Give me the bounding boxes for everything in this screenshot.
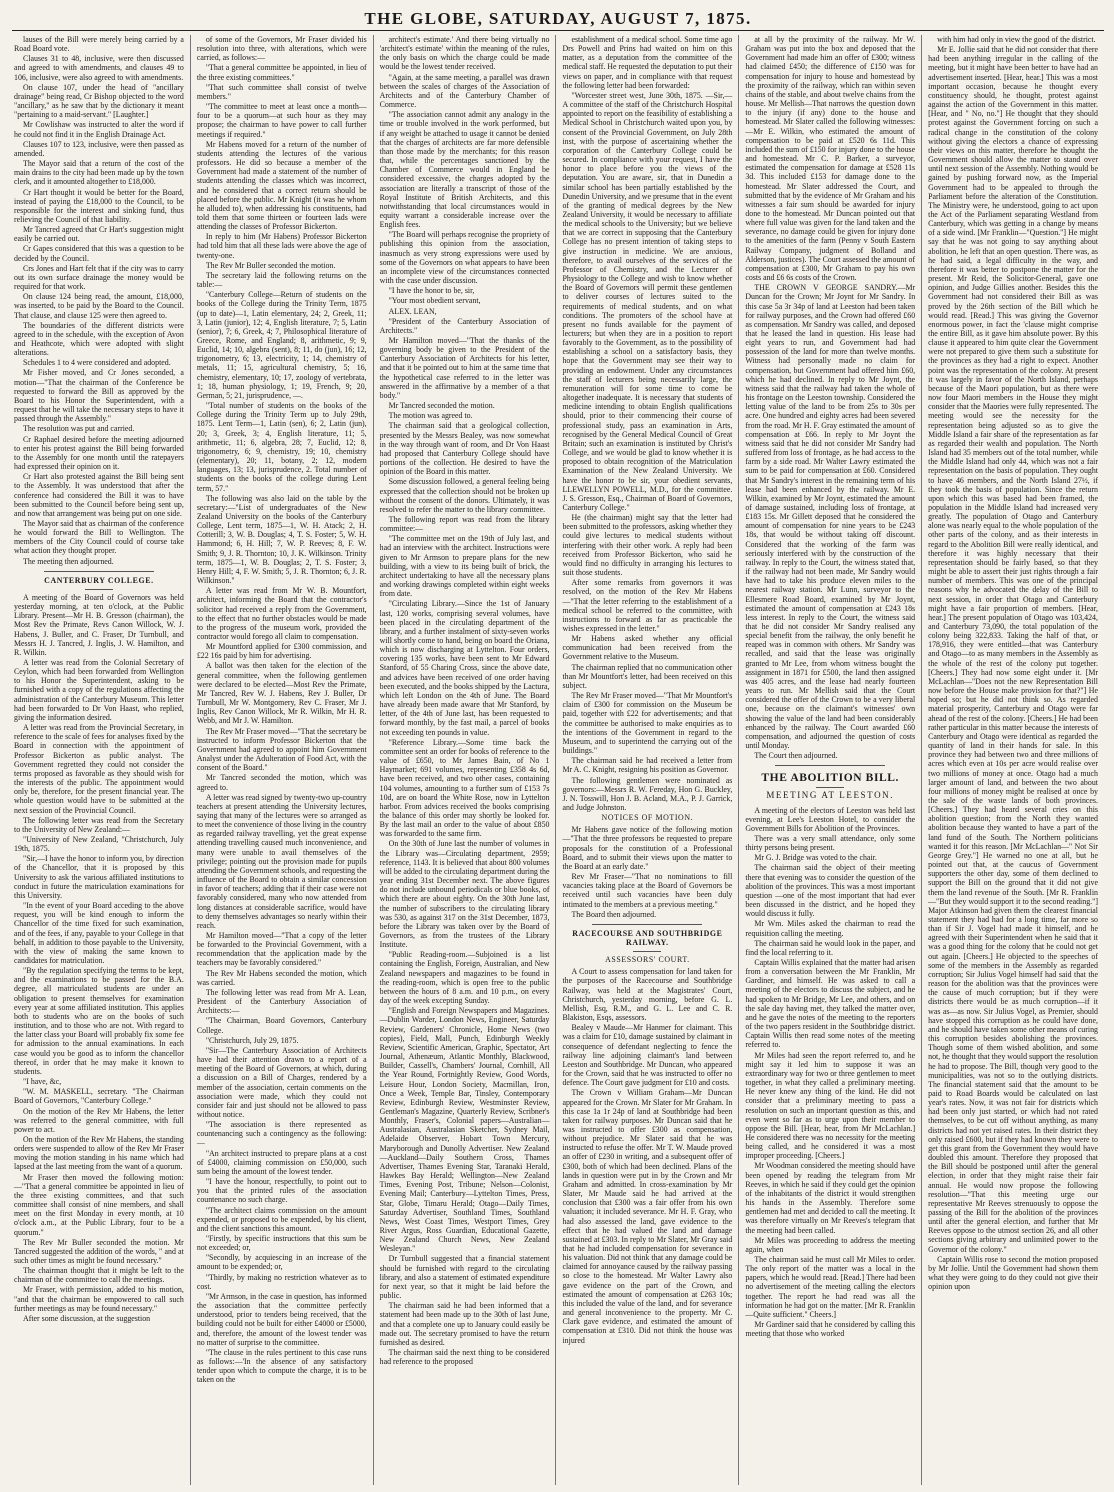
paragraph: "In the event of your Board acceding to the above request, you will be kind enough to inform the Chancellor of the time fixed for such examination, and of the fees, if any, payable to your College in that behalf, in addition to those payable to the University, with the view of making the same known to candidates for matriculation. (14, 901, 184, 965)
paragraph: "The architect claims commission on the amount expended, or proposed to be expended, by his client, and the client sanctions this amount. (196, 1205, 367, 1233)
paragraph: "Public Reading-room.—Subjoined is a list containing the English, Foreign, Australian, and New Zealand newspapers and magazines to be found in the reading-room, which is open free to the public between the hours of 8 a.m. and 10 p.m., on every day of the week excepting Sunday. (379, 950, 550, 1006)
column-4 (555, 35, 738, 1485)
divider (592, 924, 702, 925)
paragraph: In reply to him (Mr Habens) Professor Bickerton had told him that all these lads were above the age of twenty-one. (196, 232, 367, 260)
paragraph: "The clause in the rules pertinent to this case runs as follows:—'In the absence of any satisfactory tender upon which to compute the charge, it is to be taken on the (196, 1347, 367, 1385)
paragraph: of some of the Governors, Mr Fraser divided his resolution into three, with alterations, which were carried, as follows:— (196, 35, 367, 63)
paragraph: The chairman replied that no communication other than Mr Mountfort's letter, had been received on this subject. (562, 662, 733, 690)
paragraph: "University of New Zealand, "Christchurch, July 19th, 1875. (14, 834, 184, 854)
paragraph: Captain Willis explained that the matter had arisen from a conversation between the Mr Franklin, Mr Gardiner, and himself. He was asked to call a meeting of the electors to discuss the subject, and he had spoken to Mr Bridge, Mr Lee, and others, and on the sale day having met, they talked the matter over, and he gave the notes of the meeting to the reporters of the two papers resident in the Southbridge district. Captain Willis then read some notes of the meeting referred to. (745, 958, 916, 1050)
paragraph: The Rev Mr Buller seconded the motion. (205, 260, 336, 270)
article-heading: THE ABOLITION BILL. (761, 772, 900, 785)
paragraph: "Canterbury College—Return of students on the books of the College during the Trinity Term, 1875 (up to date)—1, Latin elementary, 24; 2, Greek, 11; 3, Latin (junior), 12; 4, English literature, 7; 5, Latin (senior), 7; 6, Greek, 4; 7, Philosophical literature of Greece, Rome, and England; 8, arithmetic, 9; 9, Euclid, 14; 10, algebra (sent), 8; 11, do (jun), 16; 12, trigonometry, 6; 13, electricity, 1; 14, chemistry of metals, 11; 15, agricultural chemistry, 5; 16, chemistry, elementary, 10; 17, zoology of vertebrata, 1; 18, human physiology, 1; 19, French, 9; 20, German, 5; 21, jurisprudence, —. (196, 290, 367, 400)
paragraph: A Court to assess compensation for land taken for the purposes of the Racecourse and Southbridge Railway, was held at the Magistrates' Court, Christchurch, yesterday morning, before G. L. Mellish, Esq, R.M., and G. L. Lee and C. R. Blakiston, Esqs, assessors. (562, 967, 733, 1023)
paragraph: Mr Habens asked whether any official communication had been received from the Government relative to the Museum. (562, 634, 733, 662)
paragraph: "The committee met on the 19th of July last, and had an interview with the architect. Instructions were given to Mr Armson to prepare plans for the new building, with a view to its being built of brick, the architect undertaking to have all the necessary plans and working drawings completed within eight weeks from date. (379, 534, 550, 599)
divider (633, 951, 661, 952)
paragraph: The chairman said he must call Mr Miles to order. The only report of the matter was a local in the papers, which he would read. [Read.] There had been no advertisement of the meeting calling the electors together. The report he had read was all the information he had got on the matter. [Mr R. Franklin—Quite sufficient." Cheers.] (745, 1255, 916, 1319)
paragraph: The following report was read from the library committee:— (379, 514, 550, 534)
paragraph: "That such committee shall consist of twelve members." (196, 82, 367, 101)
paragraph: "Reference Library.—Some time back the committee sent an order for books of reference to the value of £650, to Mr James Bain, of No 1 Haymarket; 691 volumes, representing £358 4s 6d, have been received, and two other cases, containing 104 volumes, amounting to a further sum of £153 7s 10d, are on board the White Rose, now in Lyttelton harbor. From advices received the books comprising the balance of this order may shortly be looked for. By the last mail an order to the value of about £850 was forwarded to the same firm. (379, 737, 550, 839)
paragraph: A letter was read from the Provincial Secretary, in reference to the scale of fees for analyses fixed by the Board in connection with the appointment of Professor Bickerton as public analyst. The Government regretted they could not consider the terms proposed as favorable as they should wish for the interests of the public. The appointment would only be, therefore, for the present financial year. The whole question would have to be submitted at the next session of the Provincial Council. (14, 723, 184, 815)
paragraph: After some discussion, at the suggestion (23, 1313, 151, 1323)
paragraph: establishment of a medical school. Some time ago Drs Powell and Prins had waited on him on this matter, as a deputation from the committee of the medical staff. He requested the deputation to put their views on paper, and in compliance with that request the following letter had been forwarded: (562, 35, 733, 90)
paragraph: Mr Cowlishaw was instructed to alter the word if he could not find it in the English Drainage Act. (14, 120, 184, 139)
paragraph: Rev Mr Fraser—"That no nominations to fill vacancies taking place at the Board of Governors be received until such vacancies have been duly intimated to the members at a previous meeting." (562, 872, 733, 909)
paragraph: A meeting of the electors of Leeston was held last evening, at Lee's Leeston Hotel, to consider the Government Bills for Abolition of the Provinces. (745, 805, 916, 833)
masthead: THE GLOBE, SATURDAY, AUGUST 7, 1875. (12, 8, 1104, 31)
paragraph: The Rev Mr Fraser moved—"That Mr Mountfort's claim of £300 for commission on the Museum be paid, together with £22 for advertisements; and that the committee be authorised to make enquiries as to the intentions of the Government in regard to the Museum, and to superintend the carrying out of the buildings." (562, 691, 733, 756)
paragraph: "The Board will perhaps recognise the propriety of publishing this opinion from the association, inasmuch as very strong expressions were used by some of the Governors on what appears to have been an incomplete view of the circumstances connected with the case under discussion. (379, 230, 550, 286)
column-2 (190, 35, 373, 1485)
paragraph: "Again, at the same meeting, a parallel was drawn between the scales of charges of the Association of Architects and of the Canterbury Chamber of Commerce. (379, 72, 550, 110)
paragraph: Cr Hart thought it would be better for the Board, instead of paying the £18,000 to the Council, to be responsible for the interest and sinking fund, thus relieving the Council of that liability. (14, 187, 184, 224)
paragraph: A letter was read signed by twenty-two up-country teachers at present attending the University lectures, saying that many of the lectures were so arranged as to meet the convenience of those living in the country as regarded railway travelling, yet the great expense attending travelling caused much inconvenience, and many were unable to avail themselves of the privilege; pointing out the provision made for pupils attending the Government schools, and requesting the influence of the Board to obtain a similar concession in favor of teachers; adding that if their case were not favorably considered, many who now attended from long distances at considerable sacrifice, would have to deny themselves advantages so nearly within their reach. (196, 792, 367, 930)
paragraph: On the motion of the Rev Mr Habens, the standing orders were suspended to allow of the Rev Mr Fraser moving the motion standing in his name which had lapsed at the last meeting from the want of a quorum. (14, 1134, 184, 1172)
paragraph: "Mr Armson, in the case in question, has informed the association that the committee perfectly understood, prior to tenders being received, that the building could not be built for either £4000 or £5000, and, therefore, the amount of the lowest tender was no matter of surprise to the committee. (196, 1291, 367, 1347)
paragraph: Mr Fraser then moved the following motion:—"That a general committee be appointed in lieu of the three existing committees, and that such committee shall consist of nine members, and shall meet on the first Monday in every month, at 10 o'clock a.m., at the Public Library, four to be a quorum." (14, 1172, 184, 1237)
paragraph: Cr Raphael desired before the meeting adjourned to enter his protest against the Bill being forwarded to the Assembly for one month until the ratepayers had expressed their opinion on it. (14, 434, 184, 472)
paragraph: Mr Habens gave notice of the following motion—"That the three professors be requested to prepare proposals for the constitution of a Professional Board, and to submit their views upon the matter to the Board at an early date." (562, 825, 733, 871)
paragraph: The following was also laid on the table by the secretary:—"List of undergraduates of the New Zealand University on the books of the Canterbury College, Lent term, 1875—1, W. H. Atack; 2, H. Cotterill; 3, W. B. Douglas; 4, T. S. Foster; 5, W. H. Hammond; 6, H. Hill; 7, W. P. Reeves; 8, F. W. Smith; 9, J. R. Thornton; 10, J. K. Wilkinson. Trinity term, 1875—1, W. B. Douglas; 2, T. S. Foster; 3, Henry Hill; 4, F. W. Smith; 5, J. R. Thornton; 6, J. R. Wilkinson." (196, 493, 367, 586)
paragraph: The secretary laid the following returns on the table:— (196, 270, 367, 290)
paragraph: A meeting of the Board of Governors was held yesterday morning, at ten o'clock, at the Public Library. Present—Mr H. B. Gresson (chairman), the Most Rev the Primate, Revs Canon Willock, W. J. Habens, J. Buller, and C. Fraser, Dr Turnbull, and Messrs H. J. Tancred, J. Inglis, J. W. Hamilton, and R. Wilkin. (14, 592, 184, 657)
paragraph: "English and Foreign Newspapers and Magazines.—Dublin Warder, London News, Engineer, Saturday Review, Gardeners' Chronicle, Home News (two copies), Field, Mall, Punch, Edinburgh Weekly Review, Scientific American, Graphic, Spectator, Art Journal, Athenæum, Atlantic Monthly, Blackwood, Builder, Cassell's, Chambers' Journal, Cornhill, All the Year Round, Fortnightly Review, Good Words, Leisure Hour, London Society, Macmillan, Iron, Once a Week, Temple Bar, Tinsley, Contemporary Review, Edinburgh Review, Westminster Review, Gentleman's Magazine, Quarterly Review, Scribner's Monthly, Fraser's, Colonial papers—Australian—Australasian, Australasian Sketcher, Sydney Mail, Adelaide Observer, Hobart Town Mercury, Maryborough and Dunolly Advertiser. New Zealand—Auckland—Daily Southern Cross, Thames Advertiser, Thames Evening Star, Taranaki Herald, Hawkes Bay Herald; Wellington—New Zealand Times, Evening Post, Tribune; Nelson—Colonist, Evening Mail; Canterbury—Lyttelton Times, Press, Star, Globe, Timaru Herald; Otago—Daily Times, Saturday Advertiser, Southland Times, Southland News, West Coast Times, Westport Times, Grey River Argus, Ross Guardian, Educational Gazette, New Zealand Church News, New Zealand Wesleyan." (379, 1006, 550, 1254)
paragraph: The chairman thought that it might be left to the chairman of the committee to call the meetings. (14, 1266, 184, 1285)
column-5 (738, 35, 921, 1485)
paragraph: Bealey v Maude—Mr Hanmer for claimant. This was a claim for £10, damage sustained by claimant in consequence of defendant neglecting to fence the railway line adjoining claimant's land between Leeston and Southbridge. Mr Duncan, who appeared for the Crown, said that he was instructed to offer no defence. The Court gave judgment for £10 and costs. (562, 1023, 733, 1088)
divider (775, 765, 885, 766)
paragraph: "The Chairman, Board Governors, Canterbury College. (196, 1016, 367, 1035)
section-subheading: ASSESSORS' COURT. (605, 955, 690, 965)
paragraph: Mr Fraser, with permission, added to his motion, "and that the chairman be empowered to call such further meetings as may be found necessary." (14, 1285, 184, 1313)
paragraph: "That a general committee be appointed, in lieu of the three existing committees." (196, 63, 367, 82)
paragraph: "Thirdly, by making no restriction whatever as to cost. (196, 1272, 367, 1291)
paragraph: The following letter was read from Mr A. Lean, President of the Canterbury Association of Architects:— (196, 987, 367, 1016)
column-6 (921, 35, 1104, 1485)
divider (44, 571, 154, 572)
paragraph: The Court then adjourned. (754, 751, 838, 761)
paragraph: Crs Jones and Hart felt that if the city was to carry out its own surface drainage the money would be required for that work. (14, 263, 184, 292)
paragraph: The Mayor said that as chairman of the conference he would forward the Bill to Wellington. The members of the City Council could of course take what action they thought proper. (14, 518, 184, 556)
paragraph: A letter was read from Mr W. B. Mountfort, architect, informing the Board that the contractor's solicitor had received a reply from the Government, to the effect that no further obstacles would be made to the progress of the museum work, provided the contractor would forego all claim to compensation. (196, 586, 367, 641)
paragraph: "An architect instructed to prepare plans at a cost of £4000, claiming commission on £50,000, such sum being the amount of the lowest tender. (196, 1148, 367, 1176)
paragraph: The chairman said he had been informed that a statement had been made up to the 30th of last June, and that a complete one up to January could easily be made out. The secretary promised to have the return furnished as desired. (379, 1301, 550, 1347)
section-subheading: MEETING AT LEESTON. (766, 790, 895, 801)
paragraph: On clause 124 being read, the amount, £18,000, was inserted, to be paid by the Board to the Council. That clause, and clause 125 were then agreed to. (14, 292, 184, 320)
paragraph: The Rev Mr Buller seconded the motion. Mr Tancred suggested the addition of the words, " and at such other times as might be found necessary." (14, 1237, 184, 1265)
paragraph: Mr Woodman considered the meeting should have been opened by reading the telegram from Mr Reeves, in which he said if they could get the opinion of the inhabitants of the district it would strengthen his hands in the Assembly. Therefore some gentlemen had met and decided to call the meeting. It was therefore virtually on Mr Reeves's telegram that the meeting had been called. (745, 1161, 916, 1235)
paragraph: Mr Hamilton moved—"That a copy of the letter be forwarded to the Provincial Government, with a recommendation that the application made by the teachers may be favorably considered." (196, 931, 367, 968)
paragraph: THE CROWN V GEORGE SANDRY.—Mr Duncan for the Crown; Mr Joynt for Mr Sandry. In this case 5a 3r 34p of land at Leeston had been taken for railway purposes, and the Crown had offered £60 as compensation. Mr Sandry was called, and deposed that he leased the land in question. His lease had eight years to run, and Government had had possession of the land for more than twelve months. Witness had personally made no claim for compensation, but Government had offered him £60, which he had declined. In reply to Mr Joynt, the witness said that the railway had taken the whole of his frontage on the Leeston township. Considered the letting value of the land to be from 25s to 30s per acre. One hundred and eighty acres had been severed from the road. Mr H. F. Gray estimated the amount of compensation at £66. In reply to Mr Joynt the witness said that he did not consider Mr Sandry had suffered from loss of frontage, as he had access to the farm by a side road. Mr Walter Lawry estimated the sum to be paid for compensation at £60. Considered that Mr Sandry's interest in the remaining term of his lease had been enhanced by the railway. Mr E. Wilkin, examined by Mr Joynt, estimated the amount of damage sustained, including loss of frontage, at £183 15s. Mr Gillett deposed that he considered the amount of compensation for nine years to be £243 18s, that would be without taking off discount. Considered that the working of the farm was seriously interfered with by the construction of the railway. In reply to the Court, the witness stated that, if the railway had not been made, Mr Sandry would have had to take his produce eleven miles to the nearest railway station. Mr Lunn, surveyor to the Ellesmere Road Board, examined by Mr Joynt, estimated the amount of compensation at £243 18s less interest. In reply to the Court, the witness said that he did not consider Mr Sandry realised any special benefit from the railway, the only benefit he reaped was in common with others. Mr Sandry was recalled, and said that the lease was originally granted to Mr Lee, from whom witness bought the assignment in 1871 for £500, the land then assigned was 405 acres, and the lease had nearly fourteen years to run. Mr Mellish said that the Court considered the offer of the Crown to be a very liberal one, because on the claimant's witnesses' own showing the value of the land had been considerably enhanced by the railway. The Court awarded £60 compensation, and adjourned the question of costs until Monday. (745, 283, 916, 751)
paragraph: Mr Hamilton moved—"That the thanks of the governing body be given to the President of the Canterbury Association of Architects for his letter, and that it be pointed out to him at the same time that the hypothetical case referred to in the letter was answered in the affirmative by a member of a that body." (379, 336, 550, 400)
paragraph: "Worcester street west, June 30th, 1875. —Sir,—A committee of the staff of the Christchurch Hospital appointed to report on the feasibility of establishing a Medical School in Christchurch waited upon you, by consent of the Provincial Government, on July 28th inst, with the purpose of ascertaining whether the corporation of the Canterbury College could be secured. In compliance with your request, I have the honor to place before you the views of the deputation. You are aware, sir, that in Dunedin a similar school has been partially established by the Dunedin University, and we presume that in the event of the granting of medical degrees by the New Zealand University, it would be necessary to affiliate the medical schools to the University; but we believe that we are correct in supposing that the Canterbury College has no present intention of taking steps to give instruction in medicine. We are anxious, therefore, to avail ourselves of the services of the Professor of Chemistry, and the Lecturer of Physiology to the College and wish to know whether the Board of Governors will permit these gentlemen to deliver courses of lectures suited to the requirements of medical students, and on what conditions. The promoters of the school have at present no funds available for the payment of lecturers; but when they are in a position to report favorably to the Government, as to the possibility of establishing a school on a satisfactory basis, they hope that the Government may see their way to providing an endowment. Under any circumstances the staff of lecturers being necessarily large, the remuneration will for some time to come be altogether inadequate. It is necessary that students of medicine intending to obtain English qualifications should, prior to their commencing their course of professional study, pass an examination in Arts, recognised by the General Medical Council of Great Britain; such an examination is instituted by Christ's College, and we would be glad to know whether it is proposed to obtain recognition of the Matriculation Examination of the New Zealand University. We have the honor to be sir, your obedient servants, LLEWELLYN POWELL, M.D., for the committee. J. S. Gresson, Esq., Chairman of Board of Governors, Canterbury College." (562, 90, 733, 512)
paragraph: Captain Willis rose to second the motion proposed by Mr Jollie. Until the Government had shown them what they were going to do they could not give their opinion upon (928, 1254, 1098, 1292)
paragraph: "W. M. MASKELL, secretary. "The Chairman Board of Governors, "Canterbury College." (14, 1087, 184, 1106)
paragraph: Mr Tancred seconded the motion. (388, 401, 495, 411)
paragraph: "I have, &c, (23, 1077, 62, 1087)
paragraph: "Your most obedient servant, (388, 296, 481, 306)
paragraph: Dr Turnbull suggested that a financial statement should be furnished with regard to the circulating library, and also a statement of estimated expenditure for next year, so that it might be laid before the public. (379, 1254, 550, 1301)
paragraph: Cr Gapes considered that this was a question to be decided by the Council. (14, 244, 184, 263)
paragraph: "I have the honour, respectfully, to point out to you that the printed rules of the association countenance no such charge. (196, 1177, 367, 1205)
paragraph: On the 30th of June last the number of volumes in the Library was—Circulating department, 2959; reference, 1143. It is believed that about 800 volumes will be added to the circulating department during the year ending 31st December next. The above figures do not include unbound periodicals or blue books, of which there are about eighty. On the 30th June last, the number of subscribers to the circulating library was 530, as against 317 on the 31st December, 1873, before the Library was taken over by the Board of Governors, as from the trustees of the Library Institute. (379, 839, 550, 950)
paragraph: A ballot was then taken for the election of the general committee, when the following gentlemen were declared to be elected—Most Rev the Primate, Mr Tancred, Rev W. J. Habens, Rev J. Buller, Dr Turnbull, Mr W. Montgomery, Rev C. Fraser, Mr J. Inglis, Rev Canon Willock, Mr R. Wilkin, Mr H. R. Webb, and Mr J. W. Hamilton. (196, 661, 367, 726)
paragraph: Mr Tancred agreed that Cr Hart's suggestion might easily be carried out. (14, 225, 184, 244)
paragraph: Mr Fisher moved, and Cr Jones seconded, a motion—"That the chairman of the Conference be requested to forward the Bill as approved by the Board to his Honor the Superintendent, with a request that he will take the necessary steps to have it passed through the Assembly." (14, 368, 184, 424)
paragraph: The following letter was read from the Secretary to the University of New Zealand:— (14, 815, 184, 834)
paragraph: "Sir—The Canterbury Association of Architects have had their attention drawn to a report of a meeting of the Board of Governors, at which, during a discussion on a Bill of Charges, rendered by a member of the association, certain comments on the association were made, which they could not consider fair and just should not be allowed to pass without notice. (196, 1045, 367, 1119)
article-heading: RACECOURSE AND SOUTHBRIDGE RAILWAY. (572, 928, 723, 947)
paragraph: Clauses 107 to 123, inclusive, were then passed as amended. (14, 139, 184, 158)
paragraph: The chairman said the object of their meeting there that evening was to consider the question of the abolition of the provinces. This was a most important question —one of the most important that had ever been discussed in the district, and he hoped they would discuss it fully. (745, 863, 916, 919)
paragraph: architect's estimate.' And there being virtually no 'architect's estimate' within the meaning of the rules, the only basis on which the charge could be made would be the lowest tender received. (379, 35, 550, 72)
paragraph: There was a very small attendance, only some thirty persons being present. (745, 833, 916, 853)
paragraph: "Total number of students on the books of the College during the Trinity Term up to July 29th, 1875. Lent Term—1, Latin (sen), 6; 2, Latin (jun), 20; 3, Greek, 3; 4, English literature, 11; 5, arithmetic, 11; 6, algebra, 28; 7, Euclid, 12; 8, trigonometry, 6; 9, chemistry, 19; 10, chemistry (elementary), 20; 11, botany, 2; 12, modern languages, 13; 13, jurisprudence, 2. Total number of students on the books of the college during Lent term, 57." (196, 401, 367, 493)
paragraph: The Rev Mr Habens seconded the motion, which was carried. (196, 968, 367, 987)
paragraph: The chairman said he had received a letter from Mr A. C. Knight, resigning his position as Governor. (562, 756, 733, 775)
paragraph: "Firstly, by specific instructions that this sum be not exceeded; or, (196, 1234, 367, 1253)
paragraph: "Secondly, by acquiescing in an increase of the amount to be expended; or, (196, 1253, 367, 1272)
paragraph: with him had only in view the good of the district. (937, 35, 1096, 44)
paragraph: After some remarks from governors it was resolved, on the motion of the Rev Mr Habens—"That the letter referring to the establishment of a medical school be referred to the committee, with instructions to forward as far as practicable the wishes expressed in the letter." (562, 578, 733, 633)
paragraph: Cr Hart also protested against the Bill being sent to the Assembly. It was understood that after the conference had considered the Bill it was to have been submitted to the Council before being sent up, and now that arrangement was being put on one side. (14, 472, 184, 518)
paragraph: He (the chairman) might say that the letter had been submitted to the professors, asking whether they could give lectures to medical students without interfering with their other work. A reply had been received from Professor Bickerton, who said he would find no difficulty in arranging his lectures to suit those students. (562, 513, 733, 578)
paragraph: The Crown v William Graham—Mr Duncan appeared for the Crown. Mr Slater for Mr Graham. In this case 1a 1r 24p of land at Southbridge had been taken for railway purposes. Mr Duncan said that he was instructed to offer £300 as compensation, without prejudice. Mr Slater said that he was instructed to refuse the offer. Mr T. W. Maude proved an offer of £230 in writing, and a subsequent offer of £300, both of which had been declined. Plans of the lands in question were put in by the Crown and Mr Graham and admitted. In cross-examination by Mr Slater, Mr Maude said he had arrived at the conclusion that £300 was a fair offer from his own valuation; it included severance. Mr H. F. Gray, who had also assessed the land, gave evidence to the effect that he had valued the land and damage sustained at £303. In reply to Mr Slater, Mr Gray said that he had included compensation for severance in his valuation. Did not think that any damage could be claimed for annoyance caused by the railway passing so close to the homestead. Mr Walter Lawry also gave evidence on the part of the Crown, and estimated the amount of compensation at £263 10s; this included the value of the land, and for severance and general inconvenience to the property. Mr C. Clark gave evidence, and estimated the amount of compensation at £310. Did not think the house was injured (562, 1088, 733, 1345)
paragraph: "The association cannot admit any analogy in the time or trouble involved in the work performed, but if any weight be attached to usage it cannot be denied that the charges of architects are far more defensible than those made by the merchants; for this reason that, while the percentages sanctioned by the Chamber of Commerce would in England be considered excessive, the charges adopted by the association are literally a transcript of those of the Royal Institute of British Architects, and this notwithstanding that local circumstances would in equity warrant a considerable increase over the English fees. (379, 110, 550, 230)
paragraph: lauses of the Bill were merely being carried by a Road Board vote. (14, 35, 184, 54)
paragraph: Mr Miles was proceeding to address the meeting again, when (745, 1235, 916, 1254)
paragraph: The chairman said the next thing to be considered had reference to the proposed (379, 1348, 550, 1367)
paragraph: "Circulating Library.—Since the 1st of January last, 120 works, comprising several volumes, have been placed in the circulating department of the library, and a further instalment of sixty-seven works will shortly come to hand, being on board the Oriana, which is now discharging at Lyttelton. Four orders, covering 135 works, have been sent to Mr Edward Stanford, of 55 Charing Cross, since the above date, and advices have been received of one order having been executed, and the books shipped by the Lactura, which left London on the 4th of June. The Board have already been made aware that Mr Stanford, by letter, of the 4th of June last, has been requested to forward monthly, by the fast mail, a parcel of books not exceeding ten pounds in value. (379, 599, 550, 737)
paragraph: Some discussion followed, a general feeling being expressed that the collection should not be broken up without the consent of the donors. Ultimately, it was resolved to refer the matter to the library committee. (379, 477, 550, 514)
paragraph: A letter was read from the Colonial Secretary of Ceylon, which had been forwarded from Wellington to his Honor the Superintendent, asking to be furnished with a copy of the regulations affecting the administration of the Canterbury Museum. This letter had been forwarded to Dr Von Haast, who replied, giving the information desired. (14, 658, 184, 722)
divider (816, 787, 844, 788)
paragraph: Schedules 1 to 4 were considered and adopted. (23, 358, 171, 368)
paragraph: Mr Habens moved for a return of the number of students attending the lectures of the various professors. He did so because a member of the Government had made a statement of the number of students attending the classes which was incorrect, and he considered that a correct return should be placed before the public. Mr Knight (it was he whom he alluded to), when addressing his constituents, had told them that some thirteen or fourteen lads were attending the classes of Professor Bickerton. (196, 139, 367, 232)
paragraph: at all by the proximity of the railway. Mr W. Graham was put into the box and deposed that the Government had made him an offer of £300; witness had claimed £450; the difference of £150 was for compensation for injury to house and homestead by the proximity of the railway, which ran within seven chains of the stable, and about twelve chains from the house. Mr Mellish—That narrows the question down to the injury (if any) done to the house and homestead. Mr Slater called the following witnesses:—Mr E. Wilkin, who estimated the amount of compensation to be paid at £520 6s 11d. This included the sum of £150 for injury done to the house and homestead. Mr C. P. Barker, a surveyor, estimated the compensation for damage at £528 11s 3d. This included £153 for damage done to the homestead. Mr Slater addressed the Court, and submitted that by the evidence of Mr Graham and his witnesses a fair sum should be awarded for injury done to the homestead. Mr Duncan pointed out that where full value was given for the land taken and the severance, no damage could be given for injury done to the amenities of the farm (Penny v South Eastern Railway Company, judgment of Bolland and Alderson, justices). The Court assessed the amount of compensation at £300, Mr Graham to pay his own costs and £6 6s costs of the Crown. (745, 35, 916, 283)
paragraph: "President of the Canterbury Association of Architects." (379, 316, 550, 335)
paragraph: The Mayor said that a return of the cost of the main drains to the city had been made up by the town clerk, and it amounted altogether to £18,000. (14, 159, 184, 187)
paragraph: Mr G. J. Bridge was voted to the chair. (754, 853, 877, 863)
paragraph: On clause 107, under the head of "ancillary drainage" being read, Cr Bishop objected to the word "ancillary," as he saw that by the dictionary it meant "pertaining to a maid-servant." [Laughter.] (14, 82, 184, 120)
paragraph: The boundaries of the different districts were agreed to in the schedule, with the exception of Avon and Heathcote, which were adopted with slight alterations. (14, 320, 184, 358)
paragraph: ALEX. LEAN, (388, 306, 437, 316)
paragraph: "I have the honor to be, sir, (388, 286, 475, 296)
paragraph: The Board then adjourned. (571, 909, 657, 919)
paragraph: The chairman said he would look in the paper, and find the local referring to it. (745, 938, 916, 957)
section-subheading: NOTICES OF MOTION. (601, 813, 694, 823)
divider (85, 589, 113, 590)
column-3 (373, 35, 556, 1485)
article-heading: CANTERBURY COLLEGE. (44, 575, 154, 585)
paragraph: The following gentlemen were nominated as governors:—Messrs R. W. Fereday, Hon G. Buckley, J. N. Tosswill, Hon J. B. Acland, M.A., P. J. Garrick, and Judge Johnston. (562, 775, 733, 812)
paragraph: The motion was agreed to. (388, 411, 473, 421)
paragraph: On the motion of the Rev Mr Habens, the letter was referred to the general committee, with full power to act. (14, 1106, 184, 1134)
paragraph: The Rev Mr Fraser moved—"That the secretary be instructed to inform Professor Bickerton that the Government had agreed to appoint him Government Analyst under the Adulteration of Food Act, with the consent of the Board." (196, 726, 367, 773)
paragraph: Clauses 31 to 48, inclusive, were then discussed and agreed to with amendments, and clauses 49 to 106, inclusive, were also agreed to with amendments. (14, 54, 184, 82)
paragraph: Mr Wm. Miles asked the chairman to read the requisition calling the meeting. (745, 919, 916, 938)
paragraph: "Christchurch, July 29, 1875. (205, 1035, 299, 1045)
paragraph: "Sir,—I have the honor to inform you, by direction of the Chancellor, that it is proposed by this University to ask the various affiliated institutions to conduct in future the matriculation examinations for this University. (14, 854, 184, 900)
paragraph: "The association is there represented as countenancing such a contingency as the following:— (196, 1120, 367, 1148)
paragraph: Mr E. Jollie said that he did not consider that there had been anything irregular in the calling of the meeting, but it might have been better to have had an advertisement inserted. [Hear, hear.] This was a most important occasion, because he thought every constituency should, he thought, protest against against the action of the Government in this matter. [Hear, and " No, no."] He thought that they should protest against the Government forcing on such a radical change in the constitution of the colony without giving the electors a chance of expressing their views on this matter, therefore he thought the Government should allow the matter to stand over until next session of the Assembly. Nothing would be gained by pushing forward now, as the Imperial Government had to be appealed to through the Parliament before the alteration of the Constitution. The Ministry were, he understood, going to act upon the Act of the Parliament separating Westland from Canterbury, which was getting in a change by means of a side wind. [Mr Franklin—"Question."] He might say that he was not going to say anything about abolition, he left that an open question. There was, as he had said, a legal difficulty in the way, and therefore it was better to postpone the matter for the present. Mr Reid, the Solicitor-General, gave one opinion, and Judge Gillies another. Besides this the Government had not considered their Bill as was proved by the 26th section of the Bill which he would read. [Read.] This was giving the Governor enormous power, in fact the 'clause might comprise the entire Bill, as it gave him absolute power. By this clause it appeared to him quite clear the Government were not prepared to give them such a substitute for the provinces as they had a right to expect. Another point was the representation of the colony. At present it was largely in favor of the North Island, perhaps because of the Maori population, but as there were now four Maori members in the House they might consider that the Maories were fully represented. The meeting would see the necessity for the representation being adjusted so as to give the Middle Island a fair share of the representation as far as regarded their wealth and population. The North Island had 35 members out of the total number, while the Middle Island had only 44, which was not a fair representation on the basis of population. They ought to have 46 members, and the North Island 27½, if they took the basis of population. Since the return upon which this was based had been framed, the population in the Middle Island had increased very greatly. The population of Otago and Canterbury alone was nearly equal to the whole population of the other parts of the colony, and as their interests in regard to the Abolition Bill were really identical, and therefore it was highly necessary that their representation should be fairly based, so that they might be able to assert their just rights through a fair number of members. This was one of the principal reasons why he advocated the delay of the Bill to next session, in order that Otago and Canterbury might have a fair proportion of members. [Hear, hear.] The present population of Otago was 103,424, and Canterbury 73,090, the total population of the colony being 322,833. Taking the half of that, or 178,916, they were entitled—that was Canterbury and Otago—to as many members in the Assembly as the whole of the rest of the colony put together. [Cheers.] They had now some eight under it. [Mr McLachlan—"Does not the new Representation Bill now before the House make provision for that?"] He hoped so; but he did not think so. As regarded material prosperity, Canterbury and Otago were far ahead of the rest of the colony. [Cheers.] He had been rather particular in this matter because the interests of Canterbury and Otago were identical as regarded the quantity of land in their hands for sale. In this province they had between two and three millions of acres which even at 10s per acre would realise over two millions of money at once. Otago had a much larger amount of land, and between the two about four millions of money might be realised at once by the sale of the waste lands of both provinces. [Cheers.] They had heard several cries on this abolition question; from the North they wanted abolition because they wanted to have a part of the land fund of the South. The Northern politicians wanted it for this reason. [Mr McLachlan—" Not Sir George Grey."] He warned no one at all, but he pointed out that, at the caucus of Government supporters the other day, some of them declined to support the Bill on the ground that it did not give them the land revenue of the South. [Mr R. Franklin—"But they would support it to the second reading."] Major Atkinson had given them the clearest financial statement they had had for a long time, far more so than if Sir J. Vogel had made it himself, and he agreed with their Superintendent when he said that it was a good thing for the colony that he could not get out again. [Cheers.] He objected to the speeches of some of the members in the Assembly as regarded corruption; Sir Julius Vogel himself had said that the reason for the abolition was that the provinces were the cause of much corruption; but if they were districts there would be as much corruption—if it was as—as now. Sir Julius Vogel, as Premier, should have stopped this corruption as he could have done, and he should have taken some other means of curing this corruption besides abolishing the provinces. Though some of them wished abolition, and some not, he thought that they would support the resolution he had to propose. The Bill, though very good to the municipalities, was not so to the outlying districts. The financial statement said that the amount to be paid to Road Boards would be calculated on last year's rates. Now, it was not fair for districts which had been only just started, or which had not rated themselves, to be cut off without anything, as many districts had not yet raised rates. In their district they only raised £600, but if they had known they were to get this grant from the Government they would have doubled this amount. Therefore they proposed that the Bill should be postponed until after the general election, in order that they might raise their fair annual. He would now propose the following resolution—"That this meeting urge our representative Mr Reeves strenuously to oppose the passing of the Bill for the abolition of the provinces until after the general election, and further that Mr Reeves oppose to the utmost section 26, and all other sections giving arbitrary and unlimited power to the Governor of the colony." (928, 45, 1098, 1254)
paragraph: The resolution was put and carried. (23, 424, 135, 434)
paragraph: Mr Gardiner said that he considered by calling this meeting that those who worked (745, 1320, 916, 1339)
paragraph: The meeting then adjourned. (23, 556, 114, 566)
paragraph: Mr Mountford applied for £300 commission, and £22 16s paid by him for advertising. (196, 642, 367, 661)
paragraph: The chairman said that a geological collection, presented by the Messrs Bealey, was now somewhat in the way through want of room, and Dr Von Haast had proposed that Canterbury College should have portions of the collection. He desired to have the opinion of the Board in this matter. (379, 421, 550, 477)
paragraph: "The committee to meet at least once a month—four to be a quorum—at such hour as they may propose; the chairman to have power to call further meetings if required." (196, 102, 367, 139)
paragraph: Mr Tancred seconded the motion, which was agreed to. (196, 773, 367, 792)
paragraph: Mr Miles had seen the report referred to, and he might say it led him to suppose it was an extraordinary way for two or three gentlemen to meet together, in what they called a preliminary meeting. He never knew any thing of the kind. He did not consider that a preliminary meeting to pass a resolution on such an important question as this, and even went so far as to urge upon their member to oppose the Bill. [Hear, hear, from Mr McLachlan.] He considered there was no necessity for the meeting being called, and he considered it was a most improper proceeding. [Cheers.] (745, 1050, 916, 1161)
paragraph: "By the regulation specifying the terms to be kept, and the examinations to be passed for the B.A. degree, all matriculated students are under an obligation to present themselves for examination every year at some affiliated institution. This applies both to students who are on the books of such institution, and to those who are not. With regard to the latter class your Board will probably fix some fee for admission to the annual examinations. In each case would you be good as to inform the chancellor thereof, in order that he may make it known to students. (14, 966, 184, 1076)
columns (12, 35, 1104, 1485)
column-1 (12, 35, 190, 1485)
